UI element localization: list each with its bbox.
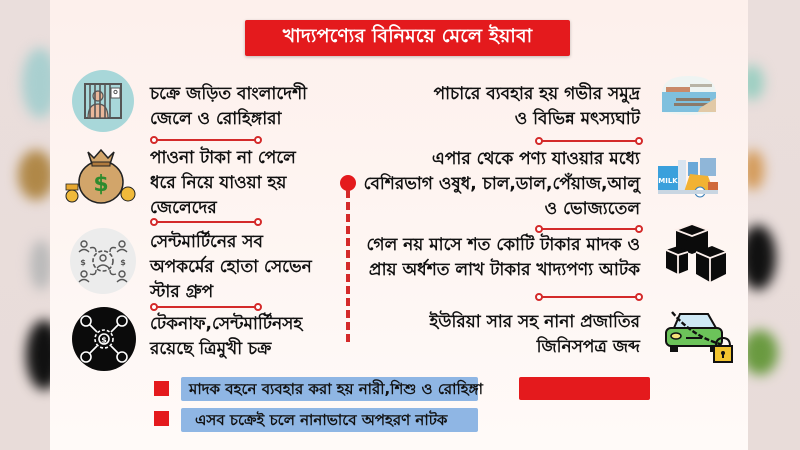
legend-marker-1: [154, 381, 169, 396]
connector-right-3: [535, 293, 643, 301]
right-item-3-line-1: গেল নয় মাসে শত কোটি টাকার মাদক ও: [366, 235, 640, 255]
harbor-boats-icon: [656, 72, 722, 118]
left-item-1: [150, 82, 307, 132]
left-item-2: [150, 146, 296, 221]
legend-item-1: [181, 377, 483, 401]
svg-text:$: $: [101, 335, 107, 345]
locked-car-icon: [662, 308, 734, 364]
groceries-icon: [656, 152, 720, 198]
boxes-icon: [664, 222, 726, 284]
right-item-2-line-1: এপার থেকে পণ্য যাওয়ার মধ্যে: [431, 149, 640, 169]
right-item-4-line-2: জিনিসপত্র জব্দ: [536, 337, 640, 357]
right-item-2-line-3: ও ভোজ্যতেল: [544, 199, 640, 219]
left-item-3-line-3: স্টার গ্রুপ: [150, 282, 214, 302]
left-item-2-line-3: জেলেদের: [150, 198, 217, 218]
right-item-1-line-1: পাচারে ব্যবহার হয় গভীর সমুদ্র: [433, 84, 640, 104]
svg-text:$: $: [93, 172, 109, 197]
title-text: খাদ্যপণ্যের বিনিময়ে মেলে ইয়াবা: [282, 25, 533, 47]
money-bag-icon: [64, 142, 138, 206]
connector-left-3: [150, 303, 262, 311]
right-item-4-line-1: ইউরিয়া সার সহ নানা প্রজাতির: [429, 312, 640, 332]
prisoner-jail-icon: [72, 70, 134, 132]
connector-right-1: [535, 137, 643, 145]
svg-text:$: $: [120, 258, 126, 267]
left-item-1-line-2: জেলে ও রোহিঙ্গারা: [150, 109, 282, 129]
right-item-2-line-2: বেশিরভাগ ওষুধ, চাল,ডাল,পেঁয়াজ,আলু: [363, 174, 640, 194]
left-item-4-line-2: রয়েছে ত্রিমুখী চক্র: [150, 339, 272, 359]
left-item-2-line-1: পাওনা টাকা না পেলে: [150, 148, 296, 168]
legend-item-2-text: এসব চক্রেই চলে নানাভাবে অপহরণ নাটক: [195, 411, 448, 429]
svg-text:MILK: MILK: [658, 177, 678, 185]
connector-left-1: [150, 136, 262, 144]
network-group-icon: [70, 228, 136, 294]
blurred-right-panel: [748, 0, 800, 450]
timeline-dashed-line: [346, 190, 350, 342]
legend-item-2: [181, 408, 478, 432]
left-item-2-line-2: ধরে নিয়ে যাওয়া হয়: [150, 173, 287, 193]
timeline-dot: [340, 175, 356, 191]
money-network-icon: [72, 307, 136, 371]
red-accent-bar: [519, 377, 650, 400]
left-item-3: [150, 230, 312, 305]
right-item-4: [429, 310, 640, 360]
title-banner: [245, 20, 570, 56]
left-item-3-line-2: অপকর্মের হোতা সেভেন: [150, 257, 312, 277]
right-item-1: [434, 82, 640, 132]
svg-text:$: $: [80, 258, 86, 267]
connector-right-2: [535, 225, 643, 233]
right-item-1-line-2: ও বিভিন্ন মৎস্যঘাট: [514, 109, 640, 129]
right-item-2: [364, 147, 640, 222]
left-item-4: [150, 312, 302, 362]
left-item-3-line-1: সেন্টমার্টিনের সব: [150, 232, 263, 252]
right-item-3: [367, 233, 640, 283]
legend-marker-2: [154, 411, 169, 426]
blurred-left-panel: [0, 0, 50, 450]
infographic-card: [50, 0, 748, 450]
left-item-4-line-1: টেকনাফ,সেন্টমার্টিনসহ: [150, 314, 303, 334]
legend-item-1-text: মাদক বহনে ব্যবহার করা হয় নারী,শিশু ও রোহিঙ্গা: [189, 380, 483, 398]
right-item-3-line-2: প্রায় অর্ধশত লাখ টাকার খাদ্যপণ্য আটক: [368, 260, 640, 280]
connector-left-2: [150, 218, 262, 226]
left-item-1-line-1: চক্রে জড়িত বাংলাদেশী: [150, 84, 308, 104]
